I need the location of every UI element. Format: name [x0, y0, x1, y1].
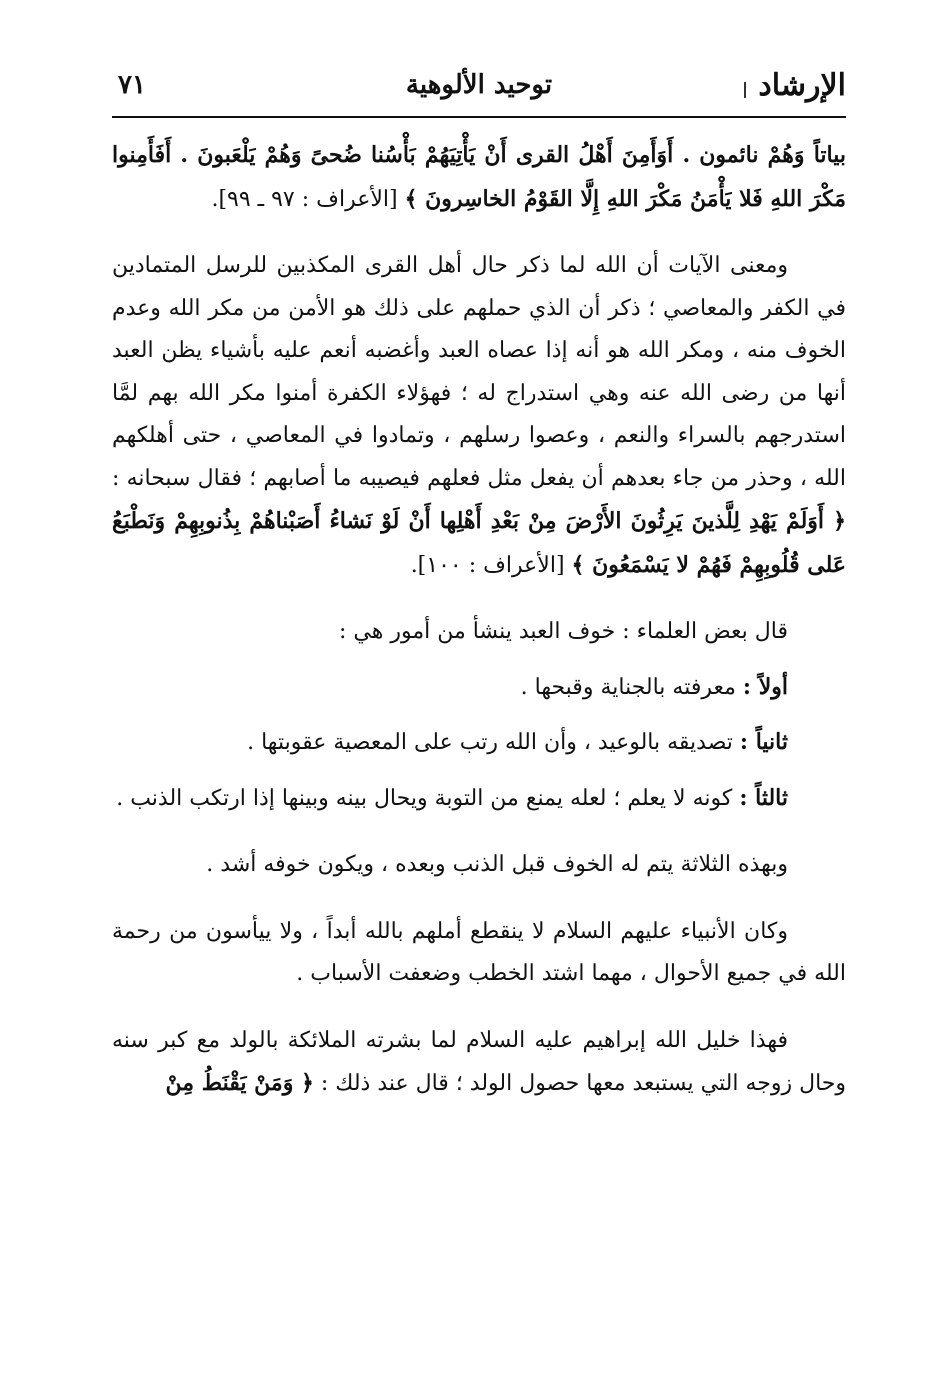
- quran-verse: بياتاً وَهُمْ نائمون . أَوَأَمِنَ أَهْلُ القرى أَنْ يَأْتِيَهُمْ بَأْسُنا ضُحىً وَهُمْ يَلْعَبونَ . أَفَأَمِنوا مَكْرَ اللهِ فَلا يَأْمَنُ مَكْرَ اللهِ إِلَّا القَوْمُ الخاسِرونَ ﴾: [112, 142, 846, 212]
- point-text: كونه لا يعلم ؛ لعله يمنع من التوبة ويحال بينه وبينها إذا ارتكب الذنب .: [116, 785, 733, 811]
- page-body: [112, 118, 846, 1106]
- point-label: ثانياً :: [739, 729, 788, 755]
- spacer: [112, 887, 846, 911]
- paragraph-text: فهذا خليل الله إبراهيم عليه السلام لما بشرته الملائكة بالولد مع كبر سنه وحال زوجه التي يستبعد معها حصول الولد ؛ قال عند ذلك :: [112, 1027, 846, 1096]
- ibrahim-paragraph: [112, 1020, 846, 1106]
- verse-reference: [الأعراف : ٩٧ ـ ٩٩].: [211, 186, 398, 212]
- paragraph-text: ومعنى الآيات أن الله لما ذكر حال أهل القرى المكذبين للرسل المتمادين في الكفر والمعاصي ؛ ذكر أن الذي حملهم على ذلك هو الأمن من مكر الله وعدم الخوف منه ، ومكر الله هو أنه إذا عصاه العبد وأغضبه أنعم عليه بأشياء يظن العبد أنها من رضى الله عنه وهي استدراج له ؛ فهؤلاء الكفرة أمنوا مكر الله بهم لمَّا استدرجهم بالسراء والنعم ، وعصوا رسلهم ، وتمادوا في المعاصي ، حتى أهلكهم الله ، وحذر من جاء بعدهم أن يفعل مثل فعلهم فيصيبه ما أصابهم ؛ فقال سبحانه :: [112, 253, 846, 491]
- point-text: تصديقه بالوعيد ، وأن الله رتب على المعصية عقوبتها .: [247, 730, 733, 755]
- verse-paragraph-continued: [112, 134, 846, 221]
- point-text: معرفته بالجناية وقبحها .: [520, 674, 736, 700]
- point-second: [112, 721, 846, 765]
- chapter-title: توحيد الألوهية: [405, 70, 553, 100]
- spacer: [112, 765, 846, 777]
- fear-summary-paragraph: وبهذه الثلاثة يتم له الخوف قبل الذنب وبعده ، ويكون خوفه أشد .: [206, 852, 788, 877]
- spacer: [112, 820, 846, 844]
- point-label: ثالثاً :: [739, 784, 788, 811]
- point-first: [112, 666, 846, 710]
- verse-reference: [الأعراف : ١٠٠].: [410, 552, 565, 578]
- point-third: [112, 777, 846, 821]
- page-header: [112, 60, 846, 118]
- spacer: [112, 996, 846, 1020]
- spacer: [112, 587, 846, 611]
- quran-verse: ﴿ وَمَنْ يَقْنَطُ مِنْ: [165, 1070, 314, 1096]
- spacer: [112, 654, 846, 666]
- quran-verse: ﴿ أَوَلَمْ يَهْدِ لِلَّذينَ يَرِثُونَ الأَرْضَ مِنْ بَعْدِ أَهْلِها أَنْ لَوْ نَشاءُ أَصَبْناهُمْ بِذُنوبِهِمْ وَنَطْبَعُ عَلى قُلُوبِهِمْ فَهُمْ لا يَسْمَعُونَ ﴾: [112, 508, 846, 578]
- book-page: [112, 60, 846, 1106]
- spacer: [112, 221, 846, 245]
- scholars-intro: قال بعض العلماء : خوف العبد ينشأ من أمور هي :: [339, 619, 788, 644]
- prophets-hope-paragraph: وكان الأنبياء عليهم السلام لا ينقطع أملهم بالله أبداً ، ولا ييأسون من رحمة الله في جميع الأحوال ، مهما اشتد الخطب وضعفت الأسباب .: [112, 918, 846, 986]
- explanation-paragraph: [112, 245, 846, 587]
- running-title: الإرشاد: [758, 68, 846, 103]
- page-number: ٧١: [118, 70, 146, 100]
- spacer: [112, 709, 846, 721]
- point-label: أولاً :: [742, 673, 788, 700]
